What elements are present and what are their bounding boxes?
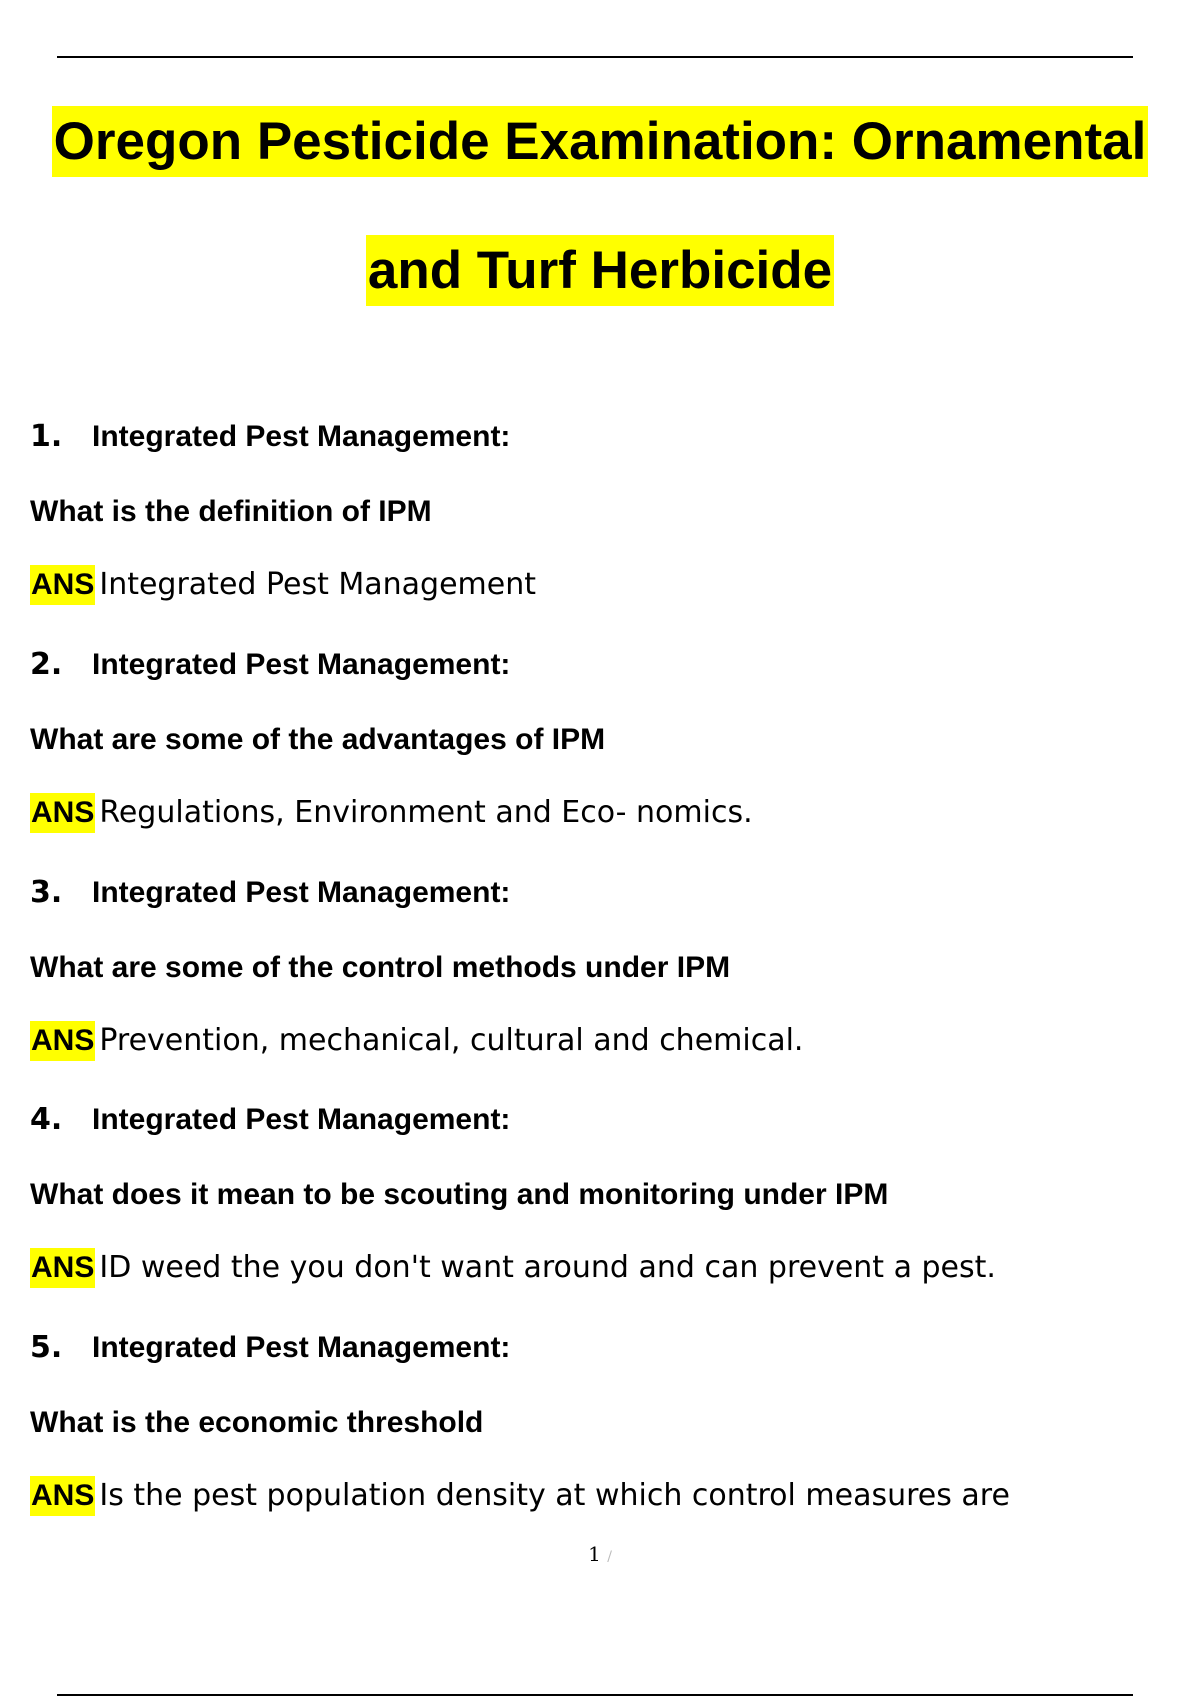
question-topic: Integrated Pest Management: (92, 648, 511, 681)
answer-text: Regulations, Environment and Eco- nomics. (99, 795, 753, 830)
page-number-separator: / (607, 1549, 612, 1565)
top-rule (57, 56, 1133, 58)
answer-text: Prevention, mechanical, cultural and chemical. (99, 1023, 804, 1058)
bottom-rule (57, 1694, 1133, 1696)
question-number: 4. (30, 1102, 63, 1137)
question-heading (30, 1102, 511, 1137)
question-topic: Integrated Pest Management: (92, 1331, 511, 1364)
question-heading (30, 647, 511, 682)
document-title-line-2 (0, 241, 1200, 300)
answer-line (30, 567, 537, 602)
answer-line (30, 795, 753, 830)
question-text: What are some of the control methods under IPM (30, 951, 731, 984)
question-heading (30, 875, 511, 910)
question-text: What are some of the advantages of IPM (30, 723, 606, 756)
question-number: 5. (30, 1330, 63, 1365)
question-number: 2. (30, 647, 63, 682)
answer-text: ID weed the you don't want around and can prevent a pest. (99, 1250, 996, 1285)
question-text: What is the definition of IPM (30, 495, 432, 528)
answer-label: ANS (30, 1021, 95, 1061)
answer-label: ANS (30, 793, 95, 833)
question-topic: Integrated Pest Management: (92, 1103, 511, 1136)
title-highlight-1: Oregon Pesticide Examination: Ornamental (52, 106, 1149, 177)
document-title-line-1 (0, 112, 1200, 171)
question-text: What does it mean to be scouting and monitoring under IPM (30, 1178, 889, 1211)
question-number: 3. (30, 875, 63, 910)
question-heading (30, 419, 511, 454)
answer-text: Integrated Pest Management (99, 567, 537, 602)
page-number (0, 1542, 1200, 1566)
question-topic: Integrated Pest Management: (92, 876, 511, 909)
answer-line (30, 1250, 996, 1285)
answer-line (30, 1023, 804, 1058)
answer-label: ANS (30, 1248, 95, 1288)
answer-line (30, 1478, 1010, 1513)
answer-label: ANS (30, 565, 95, 605)
question-number: 1. (30, 419, 63, 454)
answer-text: Is the pest population density at which control measures are (99, 1478, 1010, 1513)
question-text: What is the economic threshold (30, 1406, 484, 1439)
page-number-value: 1 (588, 1542, 601, 1566)
answer-label: ANS (30, 1476, 95, 1516)
title-highlight-2: and Turf Herbicide (366, 235, 834, 306)
question-heading (30, 1330, 511, 1365)
question-topic: Integrated Pest Management: (92, 420, 511, 453)
